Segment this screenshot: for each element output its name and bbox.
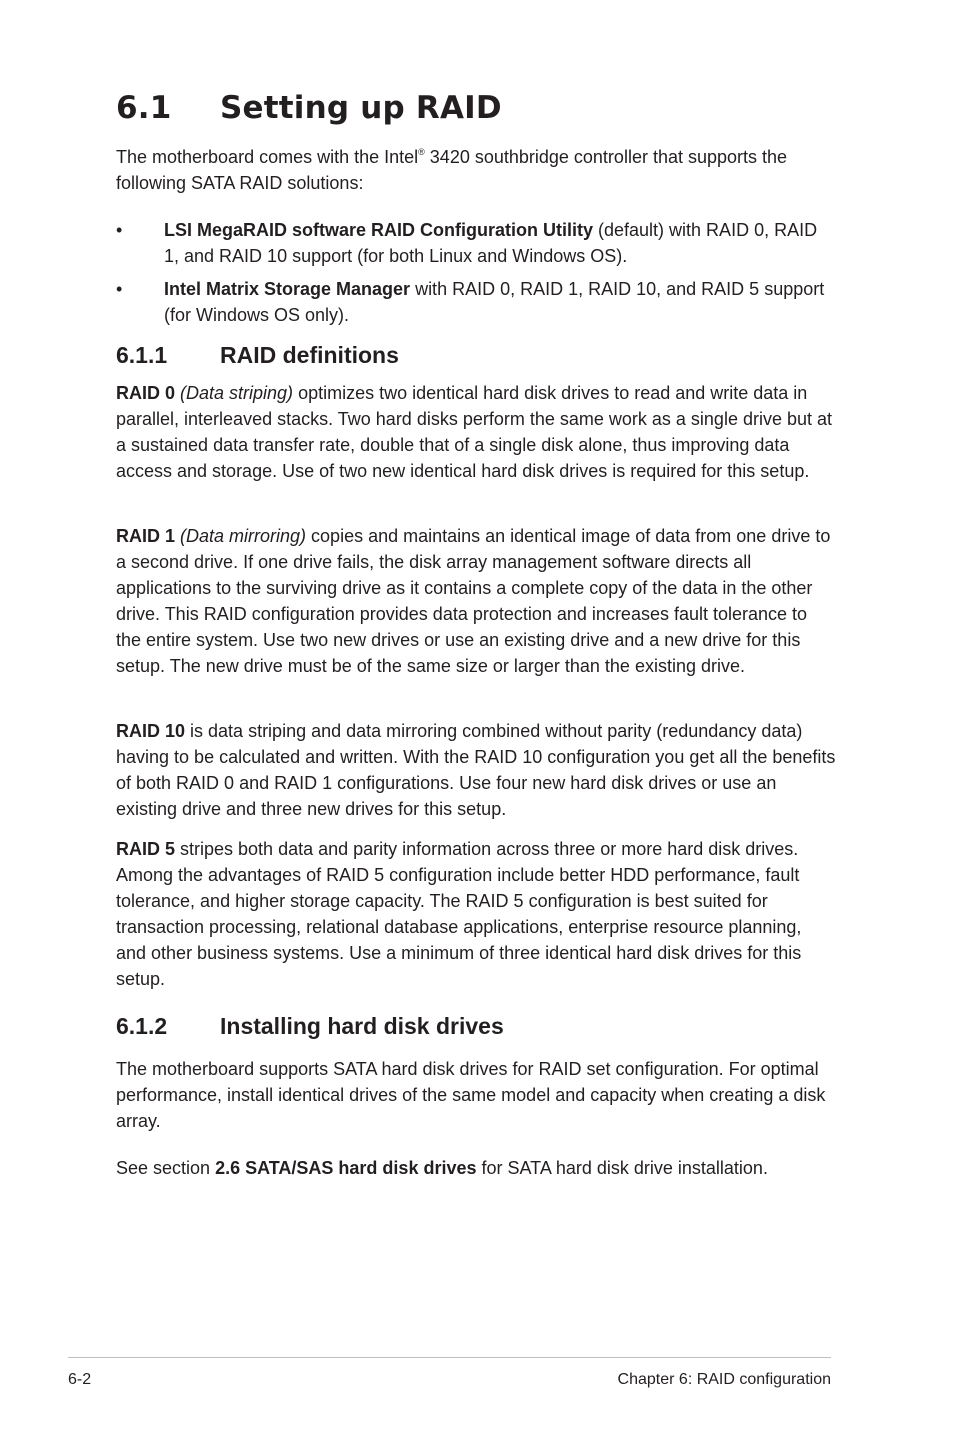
subsection-title: 6.1.1 RAID definitions (116, 342, 399, 368)
section-title (116, 90, 502, 126)
see-section-paragraph: See section 2.6 SATA/SAS hard disk drives for SATA hard disk drive installation. (116, 1158, 768, 1178)
section-reference: 2.6 SATA/SAS hard disk drives (215, 1158, 477, 1178)
subsection-title: 6.1.2 Installing hard disk drives (116, 1013, 504, 1039)
bullet-bold: Intel Matrix Storage Manager (164, 279, 411, 299)
registered-mark: ® (418, 147, 425, 157)
raid1-paragraph: RAID 1 (Data mirroring) copies and maintains an identical image of data from one drive to a second drive. If one drive fails, the disk array management software directs all applications to the surviving drive as it contains a complete copy of the data in the other drive. This RAID configuration provides data protection and increases fault tolerance to the entire system. Use two new drives or use an existing drive and a new drive for this setup. The new drive must be of the same size or larger than the existing drive. (116, 526, 831, 676)
intro-paragraph: The motherboard comes with the Intel® 3420 southbridge controller that supports the following SATA RAID solutions: (116, 147, 788, 193)
page-number: 6-2 (68, 1371, 92, 1388)
section-title-text: Setting up RAID (220, 90, 502, 126)
footer-divider (68, 1357, 831, 1358)
raid10-paragraph: RAID 10 is data striping and data mirroring combined without parity (redundancy data) having to be calculated and written. With the RAID 10 configuration you get all the benefits of both RAID 0 and RAID 1 configurations. Use four new hard disk drives or use an existing drive and three new drives for this setup. (116, 721, 836, 819)
bullet-marker: • (116, 279, 123, 299)
bullet-bold: LSI MegaRAID software RAID Configuration Utility (164, 220, 594, 240)
subsection-number: 6.1.1 (116, 342, 168, 368)
chapter-label: Chapter 6: RAID configuration (617, 1371, 831, 1388)
list-item: • LSI MegaRAID software RAID Configuration Utility (default) with RAID 0, RAID 1, and RAID 10 support (for both Linux and Windows OS). (116, 217, 836, 269)
raid0-paragraph: RAID 0 (Data striping) optimizes two identical hard disk drives to read and write data in parallel, interleaved stacks. Two hard disks perform the same work as a single drive but at a sustained data transfer rate, double that of a single disk alone, thus improving data access and storage. Use of two new identical hard disk drives is required for this setup. (116, 383, 833, 481)
list-item: • Intel Matrix Storage Manager with RAID 0, RAID 1, RAID 10, and RAID 5 support (for Windows OS only). (116, 276, 836, 328)
section-number: 6.1 (116, 90, 172, 126)
raid5-paragraph: RAID 5 stripes both data and parity information across three or more hard disk drives. Among the advantages of RAID 5 configuration include better HDD performance, fault tolerance, and higher storage capacity. The RAID 5 configuration is best suited for transaction processing, relational database applications, enterprise resource planning, and other business systems. Use a minimum of three identical hard disk drives for this setup. (116, 839, 802, 989)
install-paragraph: The motherboard supports SATA hard disk drives for RAID set configuration. For optimal performance, install identical drives of the same model and capacity when creating a disk array. (116, 1059, 826, 1131)
bullet-marker: • (116, 220, 123, 240)
subsection-number: 6.1.2 (116, 1013, 168, 1039)
